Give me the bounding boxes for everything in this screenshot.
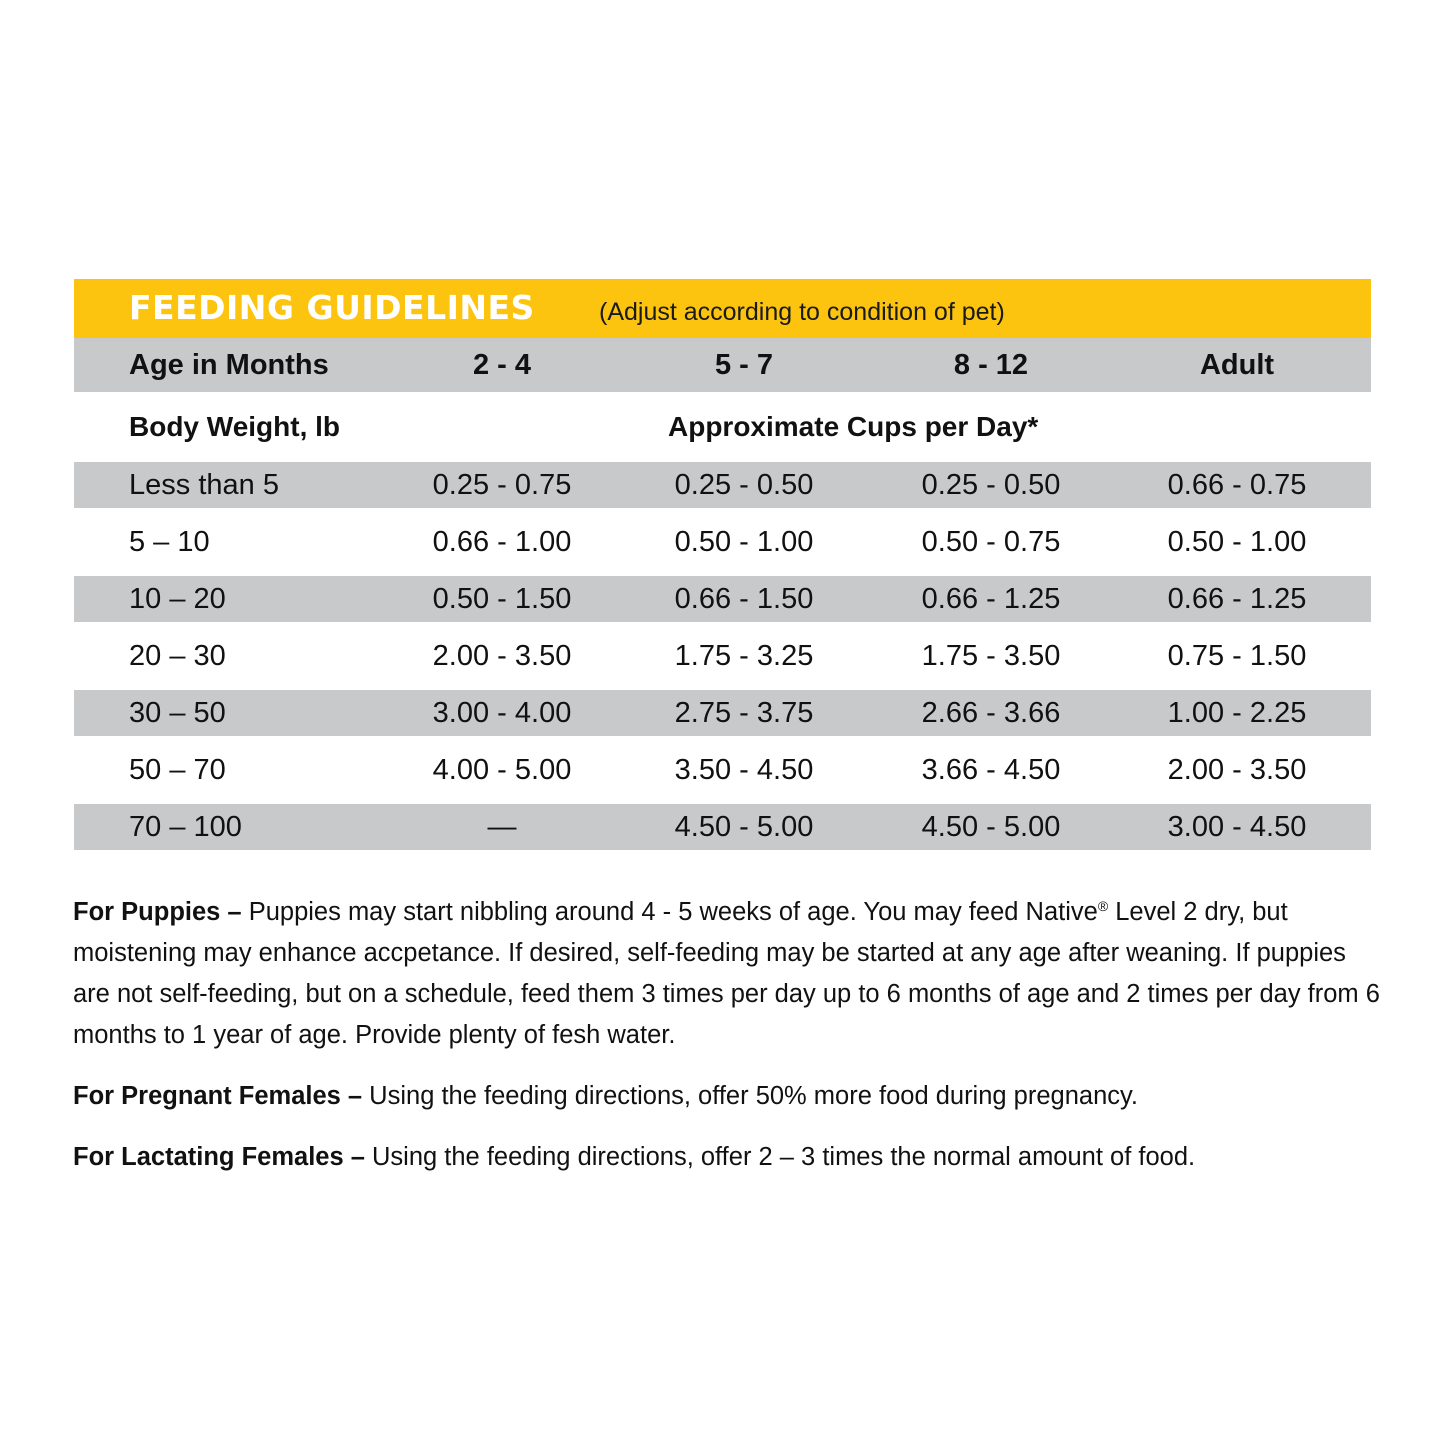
feeding-guidelines-table: [74, 279, 1371, 850]
lactating-note-label: For Lactating Females –: [73, 1143, 365, 1171]
value-cell: 0.75 - 1.50: [1167, 639, 1307, 672]
value-cell: 0.25 - 0.75: [432, 468, 572, 501]
table-row: [74, 690, 1371, 736]
value-cell: 1.00 - 2.25: [1167, 696, 1307, 729]
age-column-header: 8 - 12: [953, 348, 1029, 381]
value-cell: 0.66 - 1.25: [921, 582, 1061, 615]
pregnant-note-text: Using the feeding directions, offer 50% more food during pregnancy.: [362, 1082, 1138, 1110]
value-cell: 1.75 - 3.50: [921, 639, 1061, 672]
table-row: [74, 462, 1371, 508]
value-cell: 4.00 - 5.00: [432, 753, 572, 786]
table-subtitle: (Adjust according to condition of pet): [599, 298, 1005, 326]
table-row: [74, 747, 1371, 793]
value-cell: 0.66 - 1.50: [674, 582, 814, 615]
value-cell: 3.00 - 4.00: [432, 696, 572, 729]
lactating-note-text: Using the feeding directions, offer 2 – 3 times the normal amount of food.: [364, 1143, 1196, 1171]
lactating-note: [73, 1137, 1383, 1178]
age-header-row: [74, 338, 1371, 392]
puppies-note: [73, 886, 1383, 1056]
cups-label: Approximate Cups per Day*: [668, 411, 1039, 442]
value-cell: 2.75 - 3.75: [674, 696, 814, 729]
value-cell: 0.66 - 1.00: [432, 525, 572, 558]
puppies-note-label: For Puppies –: [73, 898, 242, 926]
weight-cell: 20 – 30: [129, 639, 226, 672]
value-cell: 0.66 - 1.25: [1167, 582, 1307, 615]
value-cell: 2.66 - 3.66: [921, 696, 1061, 729]
value-cell: 0.50 - 1.00: [674, 525, 814, 558]
value-cell: 2.00 - 3.50: [1167, 753, 1307, 786]
puppies-note-text-continued: Level 2 dry, but moistening may enhance accpetance. If desired, self-feeding may be started at any age after weaning. If puppies are not self-feeding, but on a schedule, feed them 3 times per day up to 6 months of age and 2 times per day from 6 months to 1 year of age. Provide plenty of fesh water.: [73, 898, 1380, 1049]
value-cell: 3.00 - 4.50: [1167, 810, 1307, 843]
value-cell: 3.66 - 4.50: [921, 753, 1061, 786]
value-cell: 0.50 - 0.75: [921, 525, 1061, 558]
age-label: Age in Months: [129, 348, 329, 381]
weight-label: Body Weight, lb: [129, 411, 341, 442]
table-row: [74, 576, 1371, 622]
table-row: [74, 519, 1371, 565]
weight-header-row: [74, 392, 1371, 462]
value-cell: 0.50 - 1.50: [432, 582, 572, 615]
weight-cell: 5 – 10: [129, 525, 210, 558]
weight-cell: Less than 5: [129, 468, 279, 501]
feeding-notes: [73, 886, 1383, 1198]
table-title: FEEDING GUIDELINES: [129, 288, 535, 327]
value-cell: 1.75 - 3.25: [674, 639, 814, 672]
pregnant-note-label: For Pregnant Females –: [73, 1082, 363, 1110]
value-cell: 0.25 - 0.50: [921, 468, 1061, 501]
age-column-header: 2 - 4: [472, 348, 532, 381]
weight-cell: 10 – 20: [129, 582, 226, 615]
weight-cell: 50 – 70: [129, 753, 226, 786]
weight-cell: 30 – 50: [129, 696, 226, 729]
age-column-header: Adult: [1199, 348, 1275, 381]
value-cell: 4.50 - 5.00: [674, 810, 814, 843]
registered-mark: ®: [1097, 898, 1109, 914]
value-cell: —: [487, 810, 517, 843]
value-cell: 4.50 - 5.00: [921, 810, 1061, 843]
title-bar: [74, 279, 1371, 338]
table-row: [74, 633, 1371, 679]
weight-cell: 70 – 100: [129, 810, 242, 843]
value-cell: 0.25 - 0.50: [674, 468, 814, 501]
value-cell: 2.00 - 3.50: [432, 639, 572, 672]
table-row: [74, 804, 1371, 850]
puppies-note-text: Puppies may start nibbling around 4 - 5 weeks of age. You may feed Native: [241, 898, 1098, 926]
value-cell: 0.50 - 1.00: [1167, 525, 1307, 558]
pregnant-note: [73, 1076, 1383, 1117]
age-column-header: 5 - 7: [714, 348, 774, 381]
value-cell: 0.66 - 0.75: [1167, 468, 1307, 501]
value-cell: 3.50 - 4.50: [674, 753, 814, 786]
